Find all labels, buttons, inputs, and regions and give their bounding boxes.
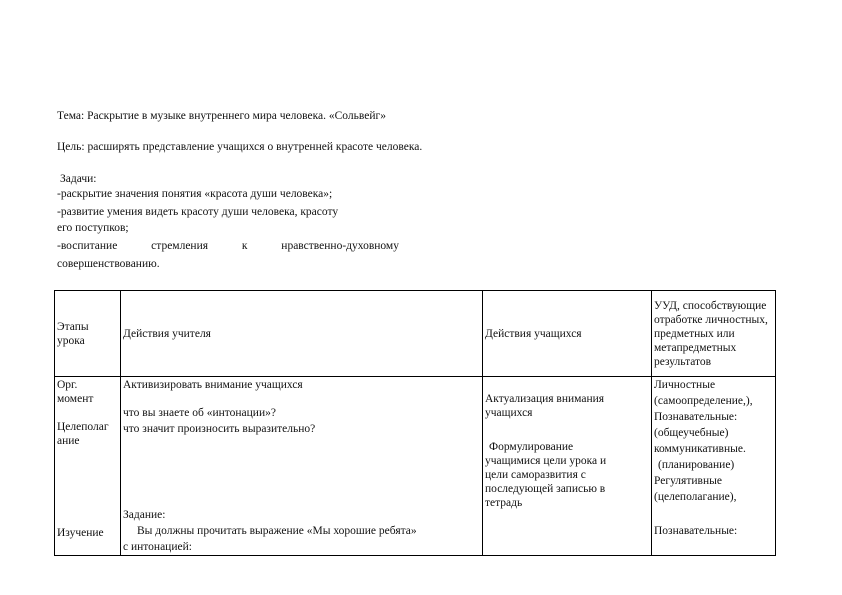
task3-word-3: к bbox=[241, 240, 248, 252]
header-uud-line-2: отработке личностных, bbox=[654, 313, 768, 326]
header-uud-line-3: предметных или bbox=[654, 327, 735, 340]
stage-goal-1: Целеполаг bbox=[57, 421, 109, 433]
lesson-plan-table bbox=[54, 290, 776, 556]
students-line-1: Актуализация внимания bbox=[485, 393, 605, 405]
uud-line-7: Регулятивные bbox=[654, 475, 722, 487]
teacher-line-6: с интонацией: bbox=[123, 541, 192, 553]
lesson-goal: Цель: расширять представление учащихся о внутренней красоте человека. bbox=[57, 141, 423, 153]
teacher-line-3: что значит произносить выразительно? bbox=[123, 423, 316, 435]
header-cell-teacher bbox=[121, 291, 483, 377]
uud-line-1: Личностные bbox=[654, 379, 716, 391]
cell-students bbox=[483, 377, 652, 556]
task-item-3-line-1 bbox=[57, 239, 399, 253]
cell-uud bbox=[652, 377, 776, 556]
header-stages-line-1: Этапы bbox=[57, 320, 89, 333]
table-row bbox=[55, 377, 776, 556]
task3-word-1: -воспитание bbox=[57, 240, 118, 252]
students-line-4: учащимися цели урока и bbox=[485, 455, 607, 467]
header-uud-line-1: УУД, способствующие bbox=[654, 299, 767, 312]
students-line-2: учащихся bbox=[485, 407, 533, 419]
teacher-line-5: Вы должны прочитать выражение «Мы хорошие ребята» bbox=[137, 525, 417, 537]
stage-org-2: момент bbox=[57, 393, 94, 405]
cell-stages bbox=[55, 377, 121, 556]
stage-study: Изучение bbox=[57, 527, 104, 539]
teacher-line-2: что вы знаете об «интонации»? bbox=[123, 407, 276, 419]
task-item-1: -раскрытие значения понятия «красота души человека»; bbox=[57, 188, 333, 200]
table-header-row bbox=[55, 291, 776, 377]
task-item-2-line-2: его поступков; bbox=[57, 222, 129, 234]
uud-line-6: (планирование) bbox=[658, 459, 735, 471]
task3-word-4: нравственно-духовному bbox=[281, 240, 399, 252]
header-cell-students bbox=[483, 291, 652, 377]
uud-line-8: (целеполагание), bbox=[654, 491, 737, 503]
teacher-line-4: Задание: bbox=[123, 509, 166, 521]
header-stages-line-2: урока bbox=[57, 334, 85, 347]
header-cell-stages bbox=[55, 291, 121, 377]
tasks-title: Задачи: bbox=[60, 173, 97, 185]
task-item-2-line-1: -развитие умения видеть красоту души человека, красоту bbox=[57, 206, 339, 218]
students-line-3: Формулирование bbox=[489, 441, 574, 453]
header-cell-uud bbox=[652, 291, 776, 377]
uud-line-9: Познавательные: bbox=[654, 525, 738, 537]
stage-goal-2: ание bbox=[57, 435, 80, 447]
stage-org-1: Орг. bbox=[57, 379, 78, 391]
header-uud-line-5: результатов bbox=[654, 355, 712, 368]
uud-line-5: коммуникативные. bbox=[654, 443, 746, 455]
header-students-label: Действия учащихся bbox=[485, 327, 582, 340]
teacher-line-1: Активизировать внимание учащихся bbox=[123, 379, 303, 391]
uud-line-2: (самоопределение,), bbox=[654, 395, 753, 407]
task-item-3-line-2: совершенствованию. bbox=[57, 258, 160, 270]
cell-teacher bbox=[121, 377, 483, 556]
task3-word-2: стремления bbox=[151, 240, 209, 252]
uud-line-4: (общеучебные) bbox=[654, 427, 729, 439]
header-uud-line-4: метапредметных bbox=[654, 341, 737, 354]
uud-line-3: Познавательные: bbox=[654, 411, 738, 423]
students-line-5: цели саморазвития с bbox=[485, 469, 586, 481]
lesson-topic: Тема: Раскрытие в музыке внутреннего мира человека. «Сольвейг» bbox=[57, 110, 386, 122]
students-line-6: последующей записью в bbox=[485, 483, 606, 495]
students-line-7: тетрадь bbox=[485, 497, 523, 509]
header-teacher-label: Действия учителя bbox=[123, 327, 211, 340]
